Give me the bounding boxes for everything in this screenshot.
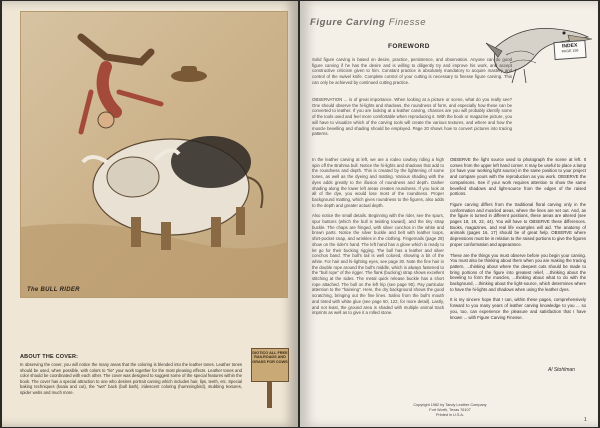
foreword-heading: FOREWORD bbox=[388, 43, 430, 50]
intro-paragraph: Solid figure carving is based on desire, practice, persistence, and observation. Anyone can do good figure carving if he has the desire and is willing to diligently try and improve his work, and accept constructive criticism given to him. Constant practice is absolutely mandatory to acquire mastery and control of the swivel knife. Complete control of your cutting is necessary to finesse figure carving. This can only be achieved by continued cutting practice. bbox=[312, 57, 512, 85]
column-paragraph: It is my sincere hope that I can, within these pages, comprehensively forward to you many years of leather carving knowledge to you ... so you, too, can experience the pleasure and satisfaction that I have known ... with Figure Carving Finesse. bbox=[450, 297, 586, 320]
sign-board: DIOTICO ALL FREE RAILROADS AND GRASS FOR COWS bbox=[251, 348, 289, 382]
column-paragraph: OBSERVE the light source used to photograph the scene at left. It comes from the upper left hand corner. It may be useful to place a lamp (or have your working light source) in the same position to your project and compare yours with the reproduction as you work. OBSERVE the comparisons. See if your work requires attention to show the same bevelled shadows and light-source from the edges of the raised portions. bbox=[450, 157, 586, 197]
column-paragraph: These are the things you must observe before you begin your carving. You must also be thinking about them when you are making the tracing pattern, ...thinking about where the deepest cuts should be made to bring portions of the figure into greatest relief, ...thinking about the beveling to form the muscles, ...thinking about what to do with the background, ...thinking about the light-source, which determines where to have the hi-lights and shadows when using the leather dyes. bbox=[450, 252, 586, 292]
left-page bbox=[2, 1, 298, 427]
author-signature: Al Stohlman bbox=[548, 367, 575, 373]
book-title-sub: Finesse bbox=[388, 17, 427, 28]
copyright-line: Fort Worth, Texas 76107 bbox=[429, 407, 471, 412]
signpost-illustration bbox=[249, 346, 291, 408]
column-paragraph: Also notice the small details. Beginning with the rider, see the spurs, spur buttons (which the bull is twisting toward), and the tiny strap buckle. The chaps are fringed, with silver conchos in the white and brown parts. Notice the silver buckle and belt with leather loops, shirt-pocket snap, and wrinkles in the clothing. Fingernails (page 28) show on the rider's hand. The left hand has a glove which is ready to let go for their bucking rigging. The bull has a leather and silver conchos band. The bull's tail is well colored, showing a bit of the white. For hair and hi-lighting eyes, see page 30. Note the fine hair in the double rope around the bull's middle, which is always fastened to the "bull rope" of the rigger. The flank (bucking) strap shows excellent stitching at the sides. The metal quick release buckle has a short rope attached. The bull on the left hip (see page 90). Pay particular attention to the "haireing". Here, the dry background shows the good scratching, bringing out the fine lines. Salino from the bull's mouth and tinted with white glue (see page 50, 122, for more detail). Lastly, and not least, the ground area is shaded with multiple animal track imprints as well as to give it a rolled stone. bbox=[312, 213, 444, 316]
observation-paragraph: OBSERVATION ... is of great importance. When looking at a picture or scene, what do you really see? One should observe the hi-lights and shadows, the roundness of form, and especially how these can be converted to leather. If you are looking at a leather carving, chances are you will probably identify some of the tools used and feel more comfortable when reproducing it. With the book or magazine picture, you will have to visualize which of the carving tools will create the various textures, and where and how the muscle bevelling and shading should be employed. Page 20 shows how to convert pictures into tracing patterns. bbox=[312, 97, 512, 137]
about-cover-heading: ABOUT THE COVER: bbox=[20, 354, 79, 360]
book-spread bbox=[2, 1, 598, 427]
about-cover-text: In observing the cover, you will notice the many areas that the coloring is blended into the leather tones. Leather tones should be used, when possible, with colors to "tie" your work together for the most pleasing effects. Leather tones and color should be coordinated with each other. The cover was designed to suggest some of the special features within the book. The cover has a special attraction to one who desires portrait carving which includes hair, lips, teeth, etc. Special baking techniques (koala and cut), the "wet" back (bull bath), iridescent coloring (hummingbird), stubbing textures, spider webs and much more. bbox=[20, 362, 242, 395]
index-tag-page: PAGE 156 bbox=[561, 48, 579, 54]
cover-illustration bbox=[20, 11, 288, 298]
copyright-line: Copyright 1982 by Tandy Leather Company bbox=[413, 403, 487, 407]
left-text-column bbox=[312, 157, 444, 321]
about-the-cover bbox=[20, 354, 242, 396]
column-paragraph: In the leather carving at left, we are a rodeo cowboy riding a high spin off the Brahma bull. Notice the hi-lights and shadows that add to the roundness and depth. This is created by the lightening of some tones, as well as the dyeing and matting. Various shading with the dyes adds greatly to the illusion of roundness and depth. Darker shading along the lower left areas creates roundness. If you look at all of the dye, you would lose most of the roundness. Proper background matting, which gives roundness to the figures, also adds to the depth and greater actual depth. bbox=[312, 157, 444, 208]
right-page bbox=[300, 1, 598, 427]
copyright-block bbox=[380, 403, 520, 417]
bull-rider-carving-image bbox=[21, 12, 287, 297]
column-paragraph: Figure carving differs from the traditional floral carving only in the conformation and muscled areas, where the lines are set out. And, as the figure is turned in different positions, these areas are altered (see pages 18, 19, 22, 44). You will have to OBSERVE these differences. Books, magazines, and real life examples will aid. The anatomy of animals (pages 16, 17) should be of great help. OBSERVE where depressions must be in relation to the raised portions to give the figures proper conformation and appearance. bbox=[450, 201, 586, 247]
sign-post bbox=[267, 382, 272, 408]
right-text-column bbox=[450, 157, 586, 325]
copyright-line: Printed in U.S.A. bbox=[435, 412, 465, 417]
index-tag bbox=[553, 40, 586, 60]
plate-caption: The BULL RIDER bbox=[27, 287, 80, 293]
book-title bbox=[310, 17, 426, 28]
page-number: 1 bbox=[584, 417, 587, 423]
book-title-main: Figure Carving bbox=[310, 17, 386, 28]
index-tag-title: INDEX bbox=[561, 42, 578, 50]
